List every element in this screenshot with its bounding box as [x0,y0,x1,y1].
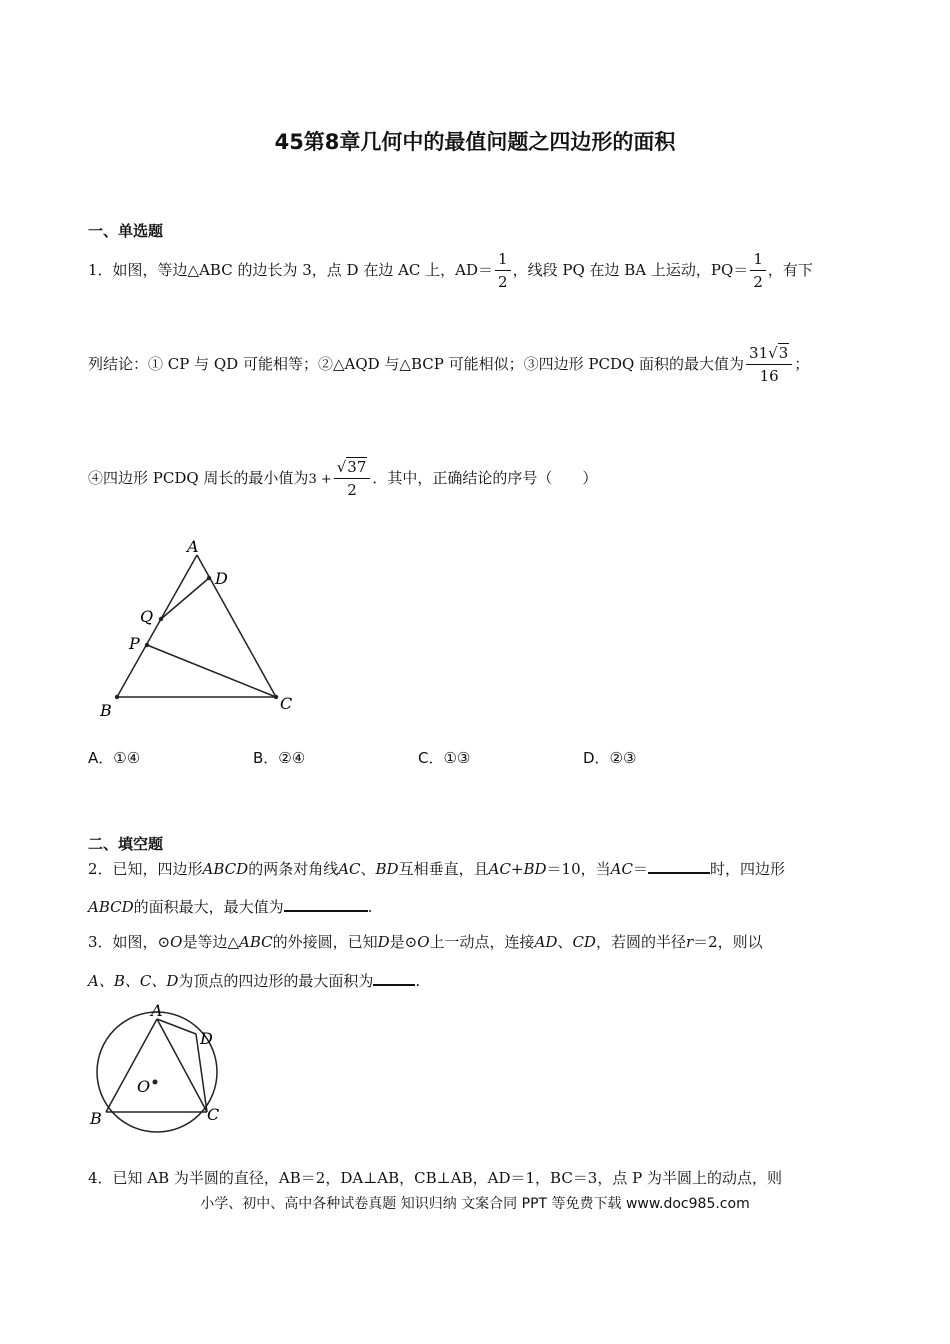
q1-line-3 [88,460,597,498]
answer-blank-ac[interactable] [648,858,710,874]
q1-text: ④四边形 PCDQ 周长的最小值为 [88,469,309,487]
section-heading-single-choice: 一、单选题 [88,222,164,240]
q1-text: ； [794,355,810,373]
label-a: A [151,1001,163,1020]
label-d: D [215,569,228,588]
option-d[interactable]: D．②③ [583,749,637,767]
answer-blank-q3[interactable] [373,970,415,986]
label-a: A [187,537,199,556]
q4-line-1: 4．已知 AB 为半圆的直径，AB＝2，DA⊥AB，CB⊥AB，AD＝1，BC＝3，点 P 为半圆上的动点，则 [88,1169,782,1187]
q3-line-1: 3．如图，⊙O是等边△ABC的外接圆，已知D是⊙O上一动点，连接AD、CD，若圆的半径r＝2，则以 [88,933,763,951]
option-c[interactable]: C．①③ [418,749,471,767]
label-q: Q [140,607,154,626]
fraction-max-area: $\frac{31√3}{16}$ [746,346,792,384]
figure-triangle-abc [95,535,310,720]
q1-text: ，有下 [767,261,813,279]
q2-line-1: 2．已知，四边形ABCD的两条对角线AC、BD互相垂直，且AC+BD＝10，当AC＝ 时，四边形 [88,860,785,878]
q1-text: ．其中，正确结论的序号（ ） [372,469,598,487]
option-b[interactable]: B．②④ [253,749,306,767]
q1-line-2 [88,346,809,384]
q1-text: ，线段 PQ 在边 BA 上运动，PQ＝ [512,261,749,279]
q2-line-2: ABCD的面积最大，最大值为 . [88,898,373,916]
answer-blank-max-area[interactable] [284,896,368,912]
label-o: O [137,1077,151,1096]
page-footer: 小学、初中、高中各种试卷真题 知识归纳 文案合同 PPT 等免费下载 www.doc985.com [200,1196,750,1212]
label-d: D [200,1029,213,1048]
label-p: P [129,634,140,653]
q3-line-2: A、B、C、D为顶点的四边形的最大面积为 . [88,972,421,990]
fraction-ad: $\frac{1}{2}$ [495,252,511,290]
label-b: B [90,1109,102,1128]
q1-line-1 [88,252,813,290]
label-b: B [100,701,112,720]
page-title: 45第8章几何中的最值问题之四边形的面积 [274,130,676,154]
q1-text: 3 + [308,472,332,487]
option-a[interactable]: A．①④ [88,749,141,767]
figure-circle-abcd [82,1000,227,1145]
label-c: C [207,1105,220,1124]
fraction-min-perimeter: $\frac{√37}{2}$ [334,460,371,498]
fraction-pq: $\frac{1}{2}$ [750,252,766,290]
q1-text: 列结论：① CP 与 QD 可能相等；②△AQD 与△BCP 可能相似；③四边形 PCDQ 面积的最大值为 [88,355,745,373]
section-heading-fill-in: 二、填空题 [88,835,164,853]
q1-text: 1．如图，等边△ABC 的边长为 3，点 D 在边 AC 上，AD＝ [88,261,494,279]
label-c: C [280,694,293,713]
